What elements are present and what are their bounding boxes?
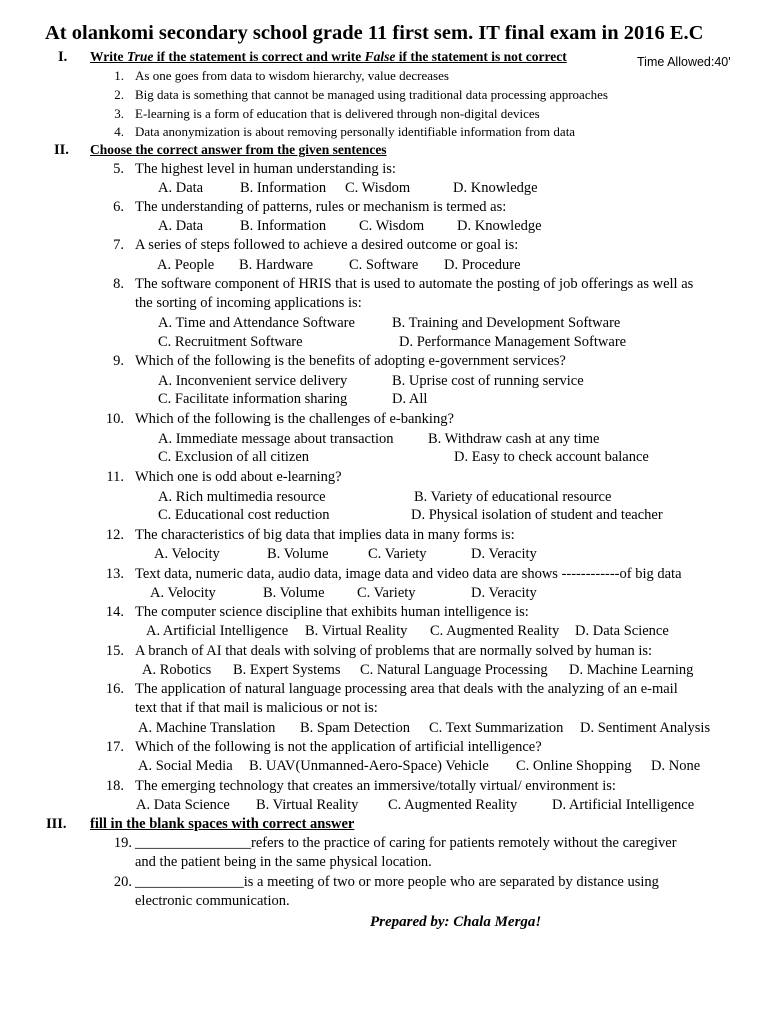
question-text: The characteristics of big data that implies data in many forms is: [135,527,515,543]
option-d: D. Artificial Intelligence [552,797,695,813]
question-text: The application of natural language processing area that deals with the analyzing of an e-mail [135,681,678,697]
option-b: B. Virtual Reality [256,797,359,813]
option-a: A. Data [158,180,204,196]
question-number: 1. [114,68,124,83]
section-3-numeral: III. [46,816,67,832]
question-number: 14. [105,604,124,620]
option-a: A. Inconvenient service delivery [158,373,348,389]
option-a: A. Machine Translation [138,720,276,736]
question-text: Which one is odd about e-learning? [135,469,342,485]
option-a: A. Velocity [150,585,216,601]
question-text: A series of steps followed to achieve a desired outcome or goal is: [135,237,519,253]
question-text: A branch of AI that deals with solving of problems that are normally solved by human is: [135,643,653,659]
option-c: C. Wisdom [359,218,425,234]
option-c: C. Augmented Reality [388,797,518,813]
option-c: C. Natural Language Processing [360,662,548,678]
option-d: D. Procedure [444,257,521,273]
option-a: A. Time and Attendance Software [158,315,355,331]
question-text: Which of the following is not the application of artificial intelligence? [135,739,542,755]
section-3-heading: fill in the blank spaces with correct answer [90,816,355,832]
section-1-heading: Write True if the statement is correct and write False if the statement is not correct [90,49,567,64]
question-text: The understanding of patterns, rules or mechanism is termed as: [135,199,507,215]
option-b: B. Uprise cost of running service [392,373,584,389]
option-d: D. Knowledge [457,218,542,234]
option-d: D. Easy to check account balance [454,449,649,465]
option-c: C. Recruitment Software [158,334,303,350]
question-number: 5. [113,161,124,177]
option-c: C. Educational cost reduction [158,507,330,523]
option-a: A. Social Media [138,758,233,774]
option-d: D. Sentiment Analysis [580,720,711,736]
question-number: 4. [114,124,124,139]
question-text: Which of the following is the challenges of e-banking? [135,411,454,427]
option-d: D. Veracity [471,585,537,601]
question-text: Text data, numeric data, audio data, image data and video data are shows ------------of big data [135,566,682,582]
option-b: B. Volume [267,546,329,562]
question-text-continued: text that if that mail is malicious or not is: [135,700,378,716]
option-c: C. Facilitate information sharing [158,391,348,407]
option-c: C. Exclusion of all citizen [158,449,310,465]
option-b: B. Volume [263,585,325,601]
option-a: A. Robotics [142,662,212,678]
question-number: 2. [114,87,124,102]
question-text: The software component of HRIS that is used to automate the posting of job offerings as well as [135,276,694,292]
option-b: B. Spam Detection [300,720,410,736]
question-number: 12. [105,527,124,543]
prepared-by: Prepared by: Chala Merga! [370,914,542,930]
section-1-numeral: I. [58,49,68,65]
question-number: 11. [106,469,124,485]
true-false-statement: E-learning is a form of education that is delivered through non-digital devices [135,106,540,121]
option-d: D. Performance Management Software [399,334,627,350]
option-a: A. Immediate message about transaction [158,431,394,447]
option-d: D. Knowledge [453,180,538,196]
question-number: 19. [113,835,132,851]
option-d: D. Data Science [575,623,669,639]
question-number: 9. [113,353,124,369]
true-false-statement: Data anonymization is about removing personally identifiable information from data [135,124,576,139]
option-a: A. Velocity [154,546,220,562]
option-b: B. UAV(Unmanned-Aero-Space) Vehicle [249,758,489,774]
question-number: 10. [105,411,124,427]
option-a: A. Rich multimedia resource [158,489,326,505]
question-text-continued: the sorting of incoming applications is: [135,295,362,311]
option-b: B. Virtual Reality [305,623,408,639]
option-c: C. Software [349,257,419,273]
option-c: C. Wisdom [345,180,411,196]
option-c: C. Online Shopping [516,758,632,774]
question-number: 7. [113,237,124,253]
question-text: Which of the following is the benefits of adopting e-government services? [135,353,566,369]
question-number: 6. [113,199,124,215]
option-d: D. All [392,391,428,407]
question-number: 20. [113,874,132,890]
fill-blank-text: ________________refers to the practice of caring for patients remotely without the caregiver [135,835,677,851]
section-2-numeral: II. [54,142,69,158]
option-a: A. Artificial Intelligence [146,623,289,639]
question-text: The computer science discipline that exhibits human intelligence is: [135,604,529,620]
option-d: D. None [651,758,701,774]
option-b: B. Variety of educational resource [414,489,612,505]
question-number: 15. [105,643,124,659]
option-b: B. Hardware [239,257,314,273]
time-allowed: Time Allowed:40' [637,55,731,69]
option-b: B. Information [240,218,327,234]
option-a: A. Data [158,218,204,234]
option-c: C. Variety [357,585,416,601]
option-c: C. Text Summarization [429,720,564,736]
option-b: B. Information [240,180,327,196]
option-a: A. Data Science [136,797,230,813]
option-c: C. Augmented Reality [430,623,560,639]
option-d: D. Machine Learning [569,662,694,678]
true-false-statement: Big data is something that cannot be managed using traditional data processing approaches [135,87,608,102]
option-a: A. People [157,257,215,273]
question-text: The emerging technology that creates an immersive/totally virtual/ environment is: [135,778,616,794]
question-number: 3. [114,106,124,121]
option-b: B. Training and Development Software [392,315,621,331]
question-number: 13. [105,566,124,582]
fill-blank-text: _______________is a meeting of two or more people who are separated by distance using [135,874,659,890]
fill-blank-text-continued: electronic communication. [135,893,290,909]
question-number: 8. [113,276,124,292]
option-b: B. Withdraw cash at any time [428,431,600,447]
section-2-heading: Choose the correct answer from the given sentences [90,142,387,157]
option-b: B. Expert Systems [233,662,341,678]
option-c: C. Variety [368,546,427,562]
fill-blank-text-continued: and the patient being in the same physical location. [135,854,432,870]
option-d: D. Veracity [471,546,537,562]
question-number: 16. [105,681,124,697]
question-number: 17. [105,739,124,755]
question-number: 18. [105,778,124,794]
true-false-statement: As one goes from data to wisdom hierarchy, value decreases [135,68,449,83]
exam-title: At olankomi secondary school grade 11 first sem. IT final exam in 2016 E.C [45,22,704,44]
question-text: The highest level in human understanding is: [135,161,396,177]
option-d: D. Physical isolation of student and teacher [411,507,663,523]
